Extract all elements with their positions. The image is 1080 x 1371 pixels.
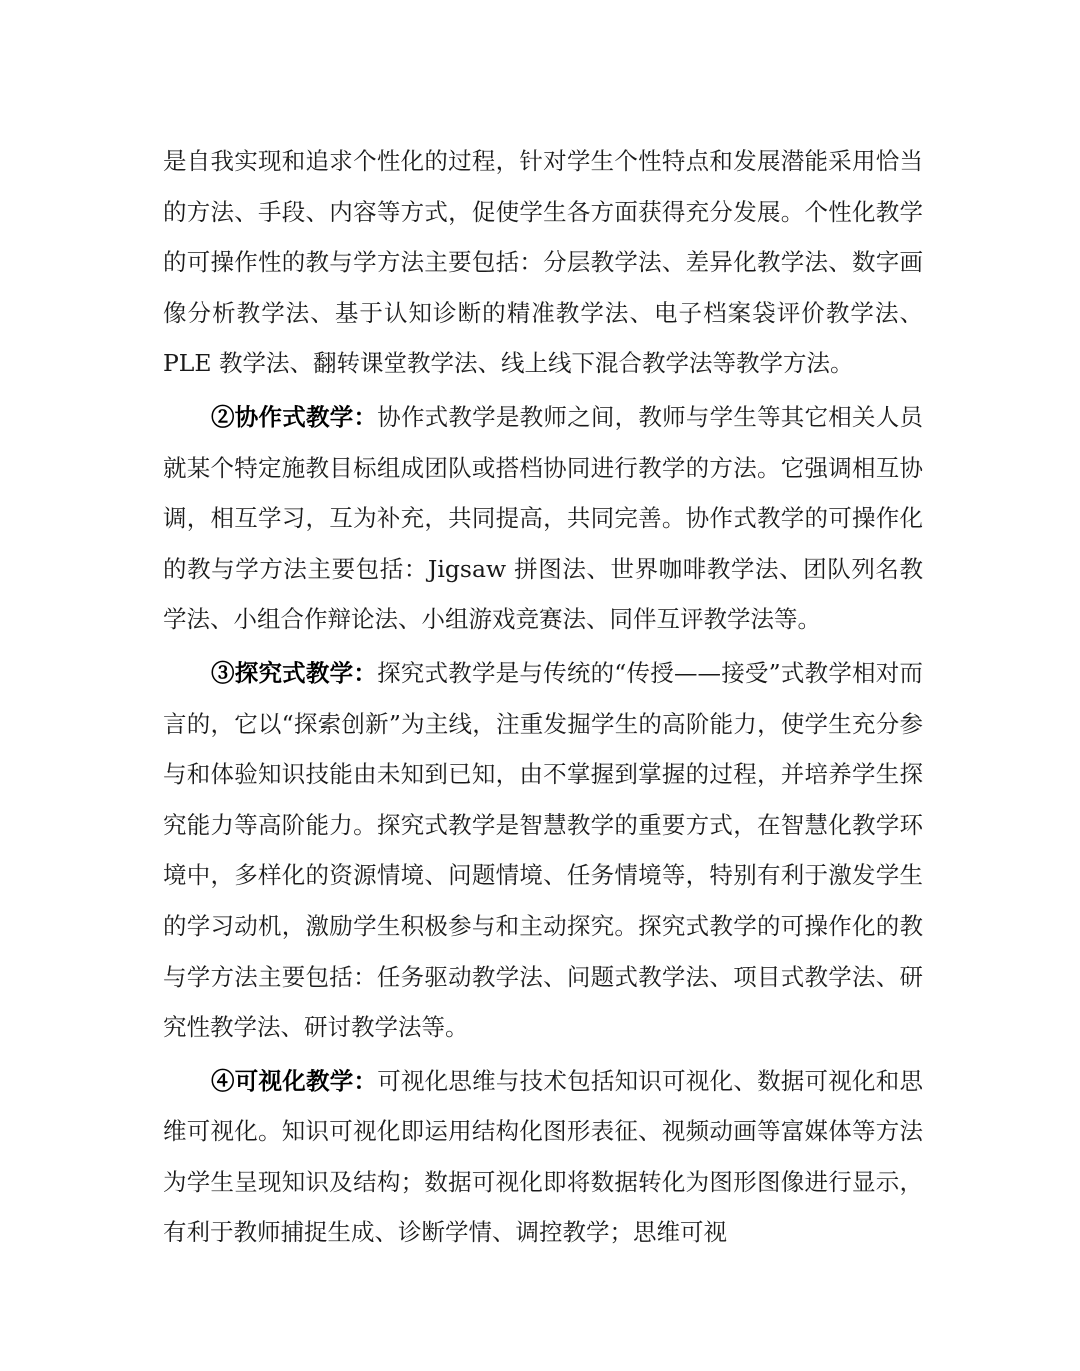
paragraph-heading: ②协作式教学： — [211, 402, 378, 431]
paragraph-body: 探究式教学是与传统的“传授——接受”式教学相对而言的，它以“探索创新”为主线，注重发掘学生的高阶能力，使学生充分参与和体验知识技能由未知到已知，由不掌握到掌握的过程，并培养学生探究能力等高阶能力。探究式教学是智慧教学的重要方式，在智慧化教学环境中，多样化的资源情境、问题情境、任务情境等，特别有利于激发学生的学习动机，激励学生积极参与和主动探究。探究式教学的可操作化的教与学方法主要包括：任务驱动教学法、问题式教学法、项目式教学法、研究性教学法、研讨教学法等。 — [163, 658, 923, 1042]
paragraph-collaborative-teaching — [163, 392, 923, 645]
document-body — [163, 136, 923, 1261]
paragraph-heading: ③探究式教学： — [211, 658, 378, 687]
paragraph-heading: ④可视化教学： — [211, 1066, 378, 1095]
paragraph-body: 协作式教学是教师之间，教师与学生等其它相关人员就某个特定施教目标组成团队或搭档协同进行教学的方法。它强调相互协调，相互学习，互为补充，共同提高，共同完善。协作式教学的可操作化的教与学方法主要包括：Jigsaw 拼图法、世界咖啡教学法、团队列名教学法、小组合作辩论法、小组游戏竞赛法、同伴互评教学法等。 — [163, 402, 924, 634]
paragraph-body: 可视化思维与技术包括知识可视化、数据可视化和思维可视化。知识可视化即运用结构化图形表征、视频动画等富媒体等方法为学生呈现知识及结构；数据可视化即将数据转化为图形图像进行显示，有利于教师捕捉生成、诊断学情、调控教学；思维可视 — [163, 1066, 924, 1247]
paragraph-visualization-teaching — [163, 1056, 923, 1258]
paragraph-inquiry-teaching — [163, 648, 923, 1053]
paragraph-body: 是自我实现和追求个性化的过程，针对学生个性特点和发展潜能采用恰当的方法、手段、内容等方式，促使学生各方面获得充分发展。个性化教学的可操作性的教与学方法主要包括：分层教学法、差异化教学法、数字画像分析教学法、基于认知诊断的精准教学法、电子档案袋评价教学法、PLE 教学法、翻转课堂教学法、线上线下混合教学法等教学方法。 — [163, 147, 923, 378]
paragraph-personalized-teaching — [163, 136, 923, 389]
